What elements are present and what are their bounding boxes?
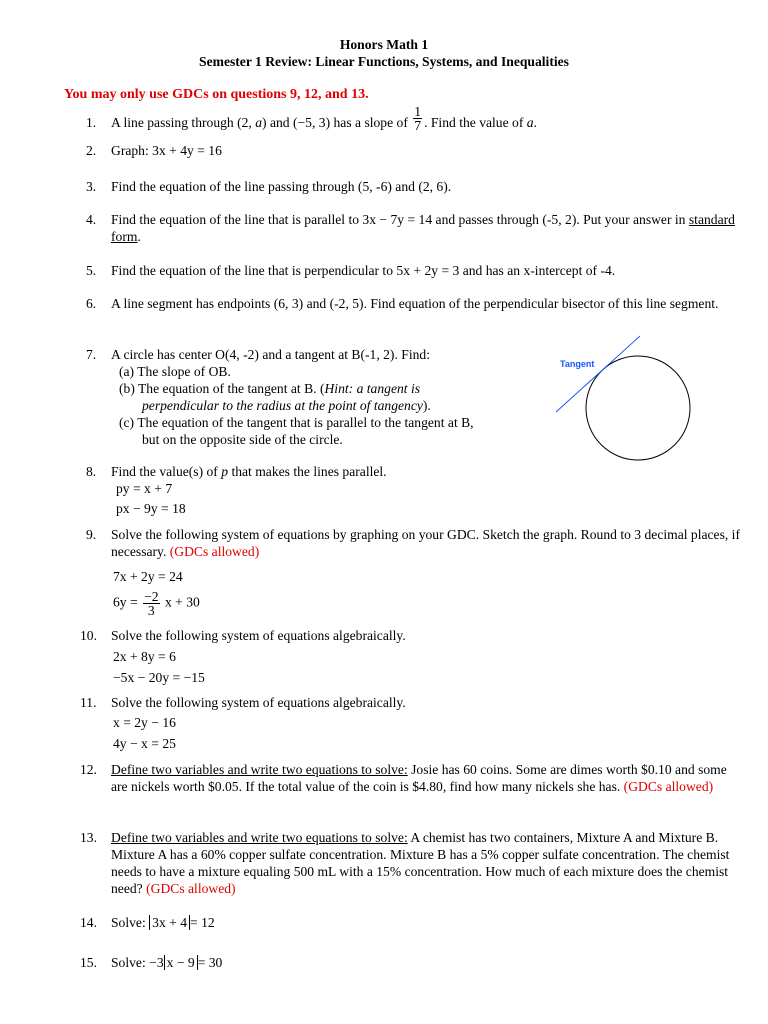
question-text: Solve the following system of equations algebraically. — [111, 628, 406, 643]
question-7 — [86, 346, 536, 448]
slope-fraction — [413, 105, 422, 132]
question-11 — [80, 694, 746, 711]
equation-2: 4y − x = 25 — [113, 736, 176, 751]
hint-text: Hint: a tangent is — [324, 381, 421, 396]
punctuation: . — [137, 229, 141, 244]
standard-form-term: standard form — [111, 212, 735, 244]
tangent-label: Tangent — [560, 359, 595, 369]
question-text: A line passing through (2, — [111, 115, 256, 130]
gdc-allowed-note: (GDCs allowed) — [169, 544, 260, 559]
question-number: 2. — [86, 143, 97, 158]
variable-p: p — [221, 464, 229, 479]
instruction-lead: Define two variables and write two equations to solve: — [111, 830, 408, 845]
question-number: 8. — [86, 464, 97, 479]
equation-rhs: = 12 — [190, 915, 215, 930]
equation-rhs: x + 30 — [164, 594, 200, 610]
coefficient: −3 — [149, 955, 164, 970]
equation-1: 2x + 8y = 6 — [113, 649, 176, 664]
question-number: 14. — [80, 915, 97, 930]
question-text: Solve: — [111, 955, 146, 970]
part-a: (a) The slope of OB. — [119, 364, 231, 379]
equation: 3x + 4y = 16 — [152, 143, 222, 158]
fraction-denominator: 7 — [414, 118, 422, 134]
equation-1: py = x + 7 — [116, 481, 173, 496]
absolute-value-expression: 3x + 4 — [149, 915, 190, 930]
variable-a: a — [526, 115, 534, 130]
question-text: A chemist has two containers, Mixture A and Mixture B. Mixture A has a 60% copper sulfate concentration. Mixture B has a 5% copper sulfate concentration. The chemist needs to have a mixture equaling 500 mL with a 15% concentration. How much of each mixture does the chemist need? — [111, 830, 730, 896]
question-3 — [86, 178, 746, 195]
question-10 — [80, 627, 746, 644]
question-text: A line segment has endpoints (6, 3) and (-2, 5). Find equation of the perpendicular bisector of this line segment. — [111, 296, 719, 311]
question-number: 7. — [86, 347, 97, 362]
question-9 — [86, 526, 746, 560]
question-number: 9. — [86, 527, 97, 542]
absolute-value-expression: x − 9 — [164, 955, 198, 970]
question-number: 1. — [86, 115, 97, 130]
question-12 — [80, 761, 746, 795]
part-b — [119, 380, 536, 397]
equation-1: x = 2y − 16 — [113, 715, 176, 730]
question-text: Graph: — [111, 143, 149, 158]
question-number: 15. — [80, 955, 97, 970]
question-number: 4. — [86, 212, 97, 227]
instruction-lead: Define two variables and write two equations to solve: — [111, 762, 408, 777]
equation-1: 7x + 2y = 24 — [113, 569, 183, 584]
question-6 — [86, 295, 746, 312]
gdc-allowed-note: (GDCs allowed) — [146, 881, 236, 896]
fraction-denominator: 3 — [147, 603, 155, 618]
part-c: (c) The equation of the tangent that is parallel to the tangent at B, — [119, 415, 474, 430]
question-number: 5. — [86, 263, 97, 278]
equation-2: −5x − 20y = −15 — [113, 670, 205, 685]
question-text: A circle has center O(4, -2) and a tangent at B(-1, 2). Find: — [111, 347, 430, 362]
question-number: 10. — [80, 628, 97, 643]
question-1 — [86, 104, 746, 134]
gdc-allowed-note: (GDCs allowed) — [623, 779, 714, 794]
question-text: ) and (−5, 3) has a slope of — [262, 115, 408, 130]
question-15 — [80, 954, 746, 971]
part-b-text: (b) The equation of the tangent at B. ( — [119, 381, 325, 396]
question-number: 3. — [86, 179, 97, 194]
question-number: 11. — [80, 695, 97, 710]
equation-lhs: 6y = — [113, 594, 138, 610]
question-text: Josie has 60 coins. Some are dimes worth $0.10 and some are nickels worth $0.05. If the total value of the coin is $4.80, find how many nickels she has. — [111, 762, 727, 794]
fraction-numerator: −2 — [144, 589, 159, 604]
question-text: that makes the lines parallel. — [228, 464, 387, 479]
question-number: 6. — [86, 296, 97, 311]
question-4 — [86, 211, 746, 245]
question-text: Solve the following system of equations by graphing on your GDC. Sketch the graph. Round to 3 decimal places, if necessary. — [111, 527, 740, 559]
equation-rhs: = 30 — [197, 955, 223, 970]
course-title: Honors Math 1 — [339, 37, 429, 52]
question-text: . Find the value of — [424, 115, 527, 130]
question-text: Find the equation of the line that is parallel to 3x − 7y = 14 and passes through (-5, 2). Put your answer in — [111, 212, 689, 227]
equation-2: px − 9y = 18 — [116, 501, 186, 516]
question-5 — [86, 262, 746, 279]
question-text: Solve the following system of equations algebraically. — [111, 695, 406, 710]
question-text: Find the equation of the line that is perpendicular to 5x + 2y = 3 and has an x-intercept of -4. — [111, 263, 616, 278]
review-title: Semester 1 Review: Linear Functions, Systems, and Inequalities — [199, 54, 569, 69]
coefficient-fraction — [143, 590, 159, 617]
question-8 — [86, 463, 746, 480]
question-text: Find the value(s) of — [111, 464, 222, 479]
question-2 — [86, 142, 746, 159]
tangent-line — [556, 336, 640, 412]
variable-a: a — [255, 115, 263, 130]
part-c-cont: but on the opposite side of the circle. — [142, 432, 343, 447]
question-text: Solve: — [111, 915, 146, 930]
question-13 — [80, 829, 746, 897]
circle-tangent-figure — [552, 328, 712, 464]
circle-shape — [586, 356, 690, 460]
question-number: 12. — [80, 762, 97, 777]
gdc-notice: You may only use GDCs on questions 9, 12, and 13. — [64, 87, 369, 102]
question-14 — [80, 914, 746, 931]
hint-text: perpendicular to the radius at the point of tangency — [142, 398, 423, 413]
fraction-numerator: 1 — [414, 104, 422, 120]
question-number: 13. — [80, 830, 97, 845]
equation-2 — [113, 590, 200, 617]
punctuation: ). — [422, 398, 431, 413]
question-text: Find the equation of the line passing through (5, -6) and (2, 6). — [111, 179, 452, 194]
punctuation: . — [533, 115, 537, 130]
